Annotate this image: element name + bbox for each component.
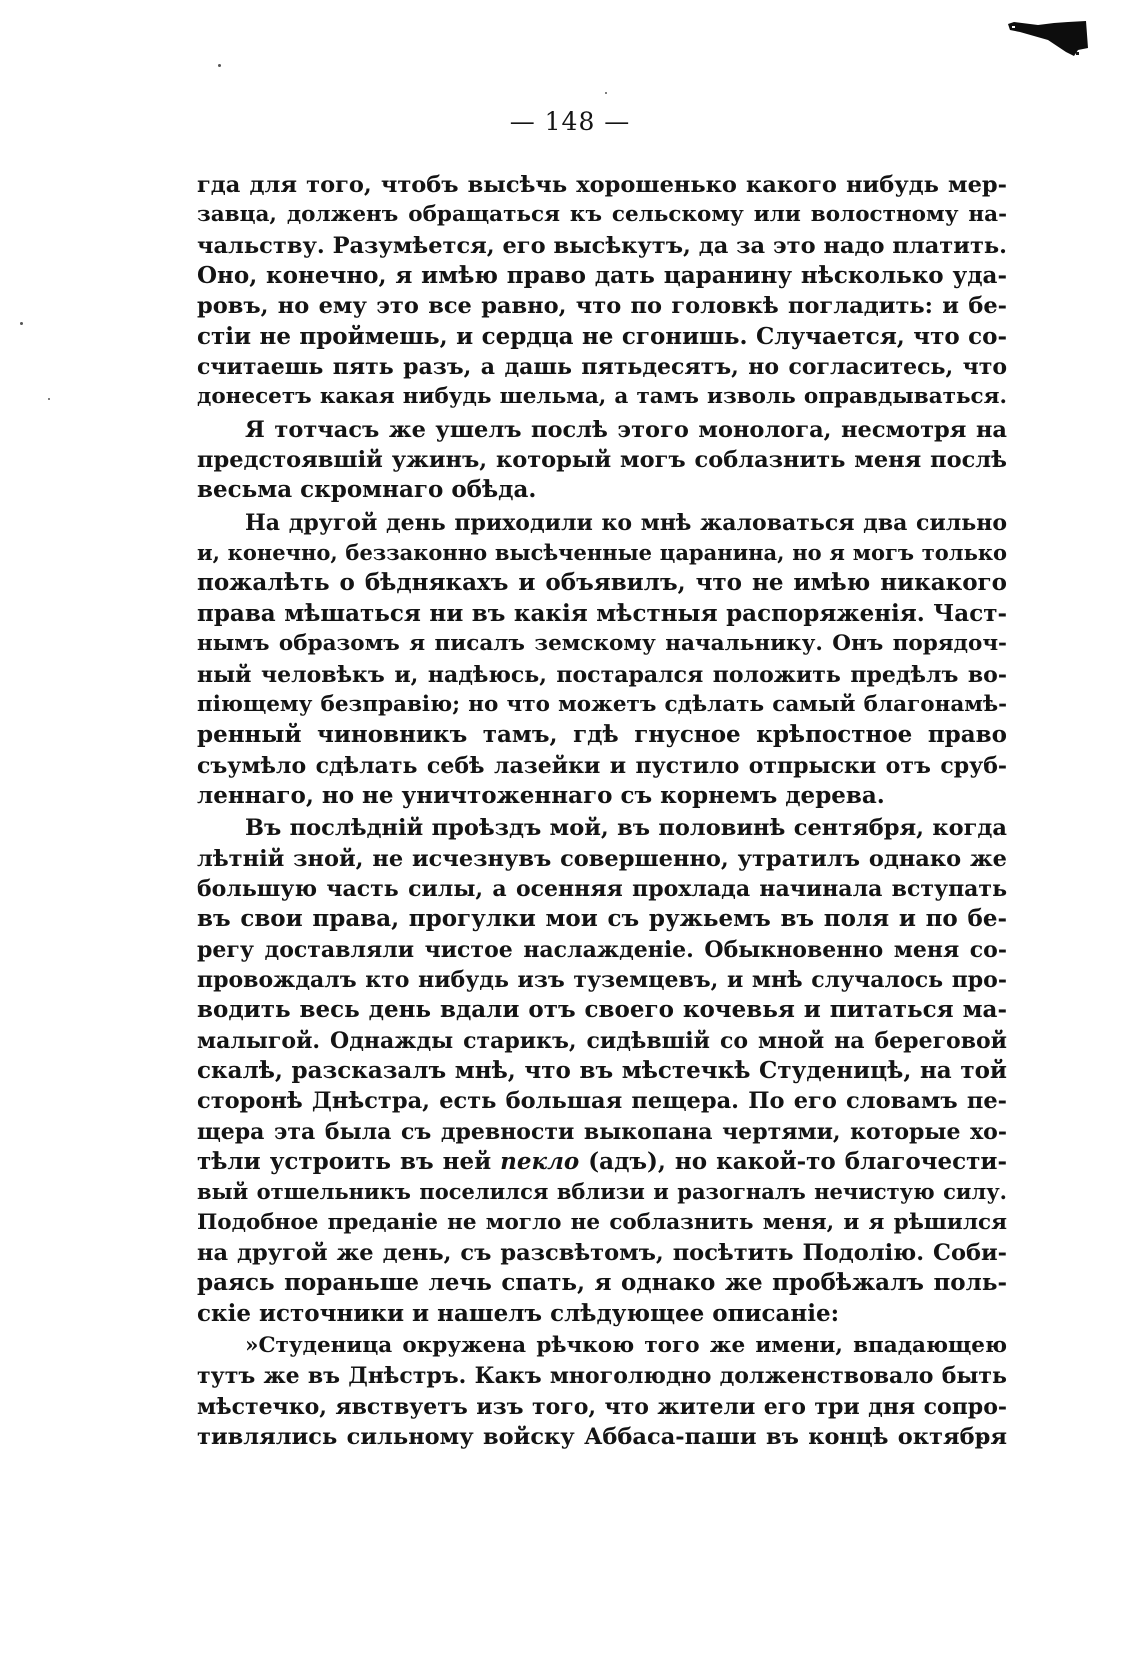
text-line: ровъ, но ему это все равно, что по головкѣ погладить: и бе-	[197, 293, 1007, 320]
text-line: мѣстечко, явствуетъ изъ того, что жители его три дня сопро-	[197, 1393, 1007, 1420]
paragraph-end-line: леннаго, но не уничтоженнаго съ корнемъ дерева.	[197, 781, 885, 809]
paragraph-start-line: На другой день приходили ко мнѣ жаловаться два сильно	[245, 509, 1007, 536]
text-line: раясь пораньше лечь спать, я однако же пробѣжалъ поль-	[197, 1269, 1007, 1297]
paragraph-start-line: Въ послѣдній проѣздъ мой, въ половинѣ сентября, когда	[245, 815, 1007, 842]
ink-stain-mark	[1008, 18, 1090, 60]
text-line: и, конечно, беззаконно высѣченные царанина, но я могъ только	[197, 540, 1007, 566]
text-line: водить весь день вдали отъ своего кочевья и питаться ма-	[197, 996, 1007, 1024]
text-line: ренный чиновникъ тамъ, гдѣ гнусное крѣпостное право	[197, 721, 1007, 749]
text-line: предстоявшій ужинъ, который могъ соблазнить меня послѣ	[197, 447, 1007, 474]
text-line: лѣтній зной, не исчезнувъ совершенно, утратилъ однако же	[197, 845, 1007, 872]
paper-speck	[20, 322, 23, 325]
paragraph-end-line: скіе источники и нашелъ слѣдующее описаніе:	[197, 1299, 840, 1327]
text-line: большую часть силы, а осенняя прохлада начинала вступать	[197, 875, 1007, 902]
text-segment: (адъ), но какой-то благочести-	[579, 1148, 1007, 1175]
text-line: нымъ образомъ я писалъ земскому начальнику. Онъ порядоч-	[197, 631, 1007, 657]
paragraph-end-line: весьма скромнаго обѣда.	[197, 476, 537, 504]
text-line: донесетъ какая нибудь шельма, а тамъ изволь оправдываться.	[197, 384, 1007, 410]
text-line: вый отшельникъ поселился вблизи и разогналъ нечистую силу.	[197, 1179, 1007, 1205]
text-line: щера эта была съ древности выкопана чертями, которые хо-	[197, 1118, 1007, 1145]
text-line: тутъ же въ Днѣстръ. Какъ многолюдно долженствовало быть	[197, 1363, 1007, 1390]
paragraph-start-line: »Студеница окружена рѣчкою того же имени, впадающею	[245, 1333, 1007, 1359]
text-line: въ свои права, прогулки мои съ ружьемъ въ поля и по бе-	[197, 905, 1007, 933]
text-line: тивлялись сильному войску Аббаса-паши въ концѣ октября	[197, 1424, 1007, 1451]
text-segment: тѣли устроить въ ней	[197, 1148, 501, 1175]
paragraph-start-line: Я тотчасъ же ушелъ послѣ этого монолога, несмотря на	[245, 416, 1007, 443]
text-line: ный человѣкъ и, надѣюсь, постарался положить предѣлъ во-	[197, 661, 1007, 688]
text-line-with-italic	[197, 1147, 1007, 1177]
text-line: сторонѣ Днѣстра, есть большая пещера. По его словамъ пе-	[197, 1088, 1007, 1115]
text-line: права мѣшаться ни въ какія мѣстныя распоряженія. Част-	[197, 599, 1007, 627]
text-line: Оно, конечно, я имѣю право дать царанину нѣсколько уда-	[197, 262, 1007, 290]
paper-speck	[218, 64, 221, 67]
text-line: съумѣло сдѣлать себѣ лазейки и пустило отпрыски отъ сруб-	[197, 752, 1007, 779]
text-line: регу доставляли чистое наслажденіе. Обыкновенно меня со-	[197, 936, 1007, 963]
text-line: на другой же день, съ разсвѣтомъ, посѣтить Подолію. Соби-	[197, 1240, 1007, 1267]
paper-speck	[48, 398, 50, 400]
text-line: гда для того, чтобъ высѣчь хорошенько какого нибудь мер-	[197, 172, 1007, 198]
text-line: пожалѣть о бѣднякахъ и объявилъ, что не имѣю никакого	[197, 569, 1007, 597]
text-line: піющему безправію; но что можетъ сдѣлать самый благонамѣ-	[197, 691, 1007, 717]
text-line: чальству. Разумѣется, его высѣкутъ, да за это надо платить.	[197, 232, 1007, 259]
text-line: считаешь пять разъ, а дашь пятьдесятъ, но согласитесь, что	[197, 354, 1007, 381]
paper-speck	[605, 92, 607, 94]
text-line: малыгой. Однажды старикъ, сидѣвшій со мной на береговой	[197, 1027, 1007, 1054]
body-text	[197, 170, 1007, 1452]
text-line: стіи не проймешь, и сердца не сгонишь. Случается, что со-	[197, 322, 1007, 350]
italic-word: пекло	[500, 1148, 580, 1175]
page-number: — 148 —	[509, 107, 631, 136]
text-line: завца, долженъ обращаться къ сельскому или волостному на-	[197, 202, 1007, 228]
text-line: Подобное преданіе не могло не соблазнить меня, и я рѣшился	[197, 1209, 1007, 1235]
text-line: скалѣ, разсказалъ мнѣ, что въ мѣстечкѣ Студеницѣ, на той	[197, 1056, 1007, 1084]
text-line: провождалъ кто нибудь изъ туземцевъ, и мнѣ случалось про-	[197, 966, 1007, 993]
